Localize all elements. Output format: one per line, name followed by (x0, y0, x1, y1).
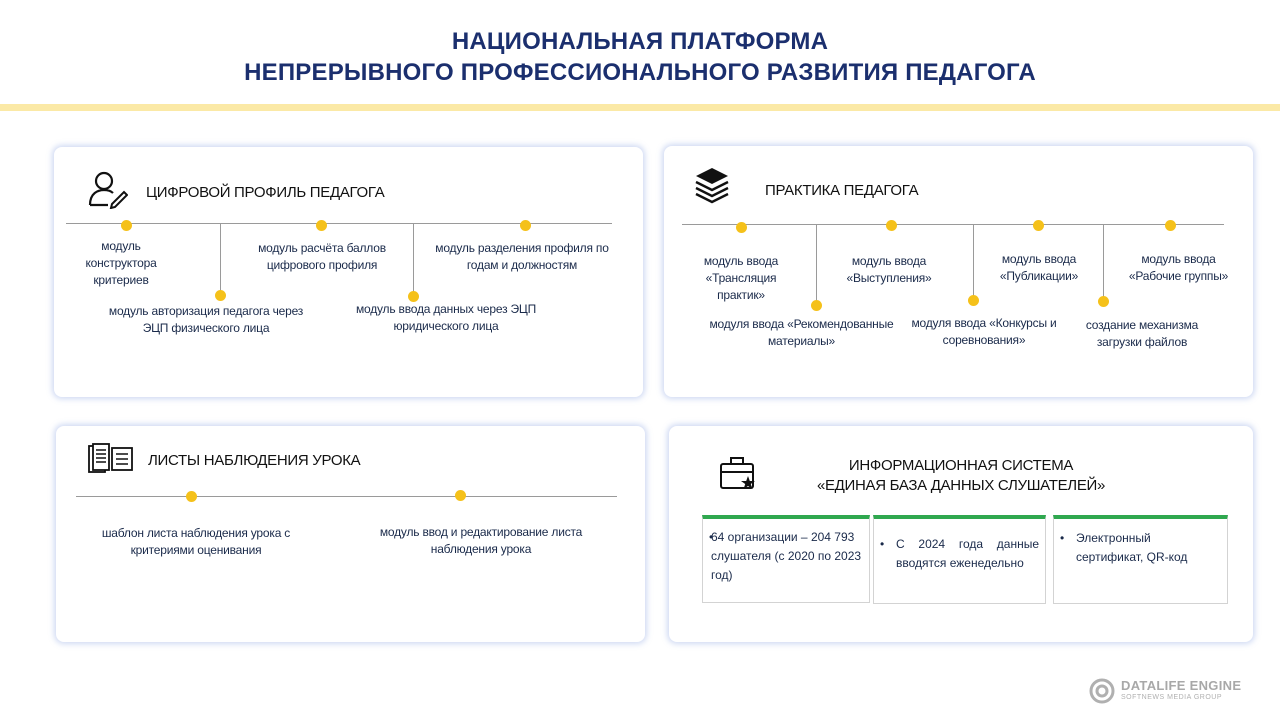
timeline-dot (215, 290, 226, 301)
page-title-line-1: НАЦИОНАЛЬНАЯ ПЛАТФОРМА (451, 28, 829, 55)
profile-item-criteria-constructor: модуль конструктора критериев (85, 239, 157, 287)
watermark-sub-text: SOFTNEWS MEDIA GROUP (1121, 694, 1223, 701)
info-box-weekly (873, 515, 1046, 604)
timeline-dot (811, 300, 822, 311)
practice-item-publications: модуль ввода «Публикации» (999, 252, 1079, 283)
practice-item-speeches: модуль ввода «Выступления» (846, 254, 932, 285)
card-digital-profile (54, 147, 643, 397)
info-box-text: • 64 организации – 204 793 слушателя (с 2020 по 2023 год) (703, 528, 869, 585)
stack-icon (692, 166, 732, 208)
watermark-main-text: DATALIFE ENGINE (1121, 678, 1242, 693)
info-box-text: • С 2024 года данные вводятся еженедельно (874, 535, 1045, 573)
logo-icon (1088, 678, 1116, 704)
timeline-dot (520, 220, 531, 231)
timeline-line (76, 496, 617, 497)
timeline-dot (1033, 220, 1044, 231)
info-box-organizations (702, 515, 870, 603)
timeline-dot (1165, 220, 1176, 231)
info-system-title (669, 456, 1253, 496)
timeline-dot (1098, 296, 1109, 307)
profile-item-auth-individual: модуль авторизация педагога через ЭЦП физического лица (108, 304, 304, 335)
practice-item-contests: модуля ввода «Конкурсы и соревнования» (911, 316, 1057, 347)
card-title-digital-profile: ЦИФРОВОЙ ПРОФИЛЬ ПЕДАГОГА (146, 184, 385, 201)
card-information-system (669, 426, 1253, 642)
practice-item-broadcast: модуль ввода «Трансляция практик» (703, 254, 779, 302)
timeline-connector (413, 224, 414, 295)
practice-item-work-groups: модуль ввода «Рабочие группы» (1128, 252, 1229, 283)
info-system-title-line-2: «ЕДИНАЯ БАЗА ДАННЫХ СЛУШАТЕЛЕЙ» (816, 477, 1106, 494)
info-box-text: • Электронный сертификат, QR-код (1054, 529, 1227, 567)
timeline-connector (1103, 225, 1104, 301)
profile-item-profile-split: модуль разделения профиля по годам и должностям (435, 241, 609, 272)
user-edit-icon (86, 169, 128, 209)
profile-item-legal-entity: модуль ввода данных через ЭЦП юридического лица (355, 302, 537, 333)
timeline-dot (736, 222, 747, 233)
timeline-dot (186, 491, 197, 502)
timeline-line (682, 224, 1224, 225)
timeline-connector (816, 225, 817, 305)
timeline-dot (316, 220, 327, 231)
timeline-dot (886, 220, 897, 231)
timeline-connector (973, 225, 974, 301)
practice-item-file-upload: создание механизма загрузки файлов (1085, 318, 1199, 349)
documents-icon (88, 443, 134, 475)
timeline-dot (968, 295, 979, 306)
lesson-item-edit-module: модуль ввод и редактирование листа наблюдения урока (379, 525, 583, 556)
page-title-line-2: НЕПРЕРЫВНОГО ПРОФЕССИОНАЛЬНОГО РАЗВИТИЯ ПЕДАГОГА (244, 59, 1036, 86)
page-title (0, 26, 1280, 88)
card-title-lesson-observation: ЛИСТЫ НАБЛЮДЕНИЯ УРОКА (148, 452, 361, 469)
card-lesson-observation (56, 426, 645, 642)
info-system-title-line-1: ИНФОРМАЦИОННАЯ СИСТЕМА (848, 457, 1074, 474)
timeline-connector (220, 224, 221, 295)
info-box-certificate (1053, 515, 1228, 604)
profile-item-score-calc: модуль расчёта баллов цифрового профиля (258, 241, 386, 272)
title-divider-band (0, 104, 1280, 111)
timeline-dot (455, 490, 466, 501)
timeline-dot (121, 220, 132, 231)
practice-item-recommended: модуля ввода «Рекомендованные материалы» (709, 317, 894, 348)
lesson-item-template: шаблон листа наблюдения урока с критериями оценивания (101, 526, 291, 557)
watermark-logo (1088, 676, 1258, 706)
card-teacher-practice (664, 146, 1253, 397)
card-title-teacher-practice: ПРАКТИКА ПЕДАГОГА (765, 182, 919, 199)
